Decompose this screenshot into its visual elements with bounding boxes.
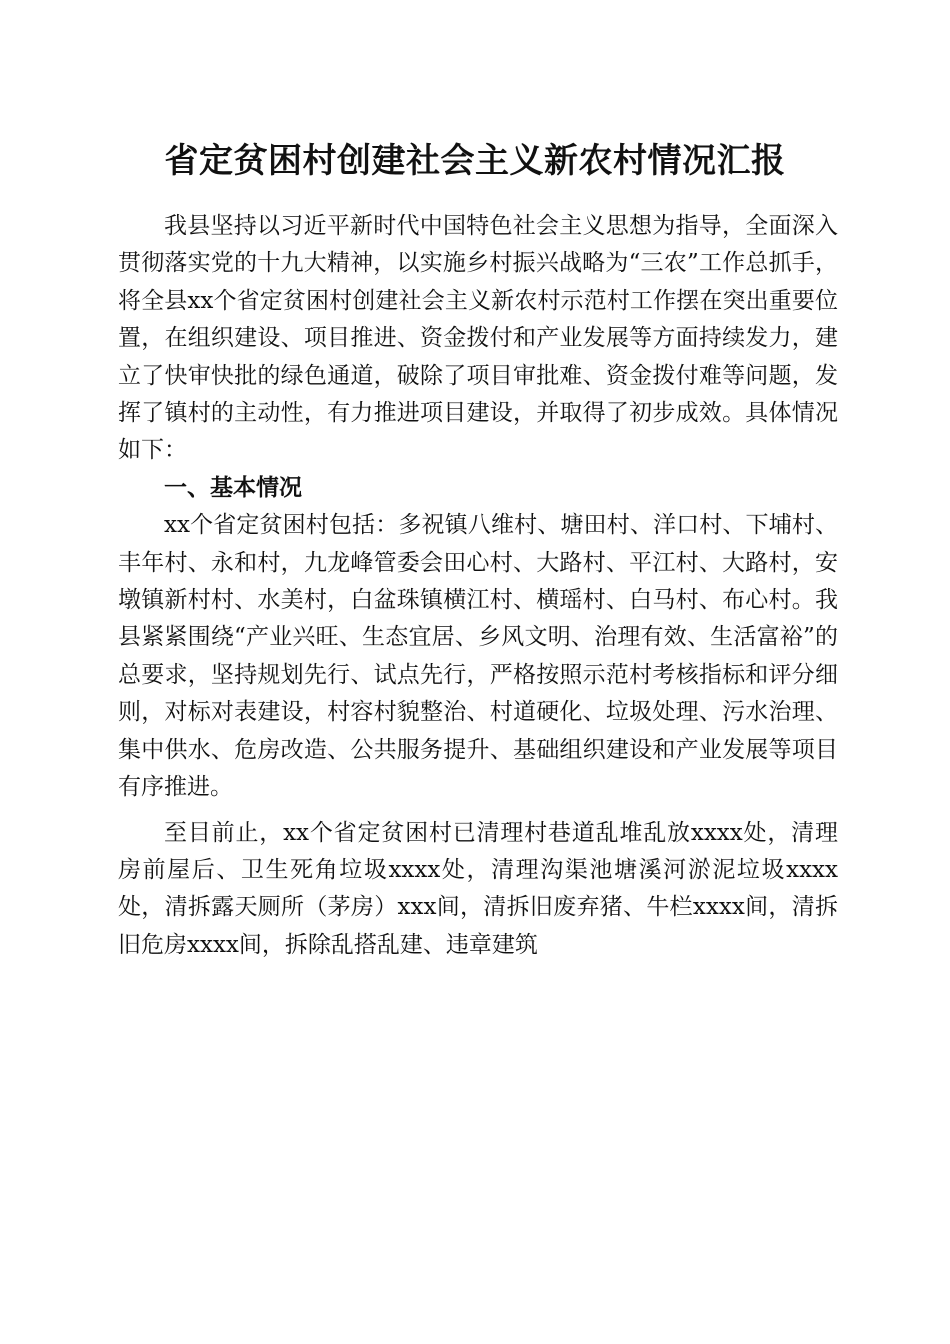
section-heading-basic-situation: 一、基本情况 <box>164 474 302 501</box>
document-body <box>118 208 838 964</box>
page-title: 省定贫困村创建社会主义新农村情况汇报 <box>164 141 786 181</box>
basic-situation-paragraph-1: xx个省定贫困村包括：多祝镇八维村、塘田村、洋口村、下埔村、丰年村、永和村，九龙峰管委会田心村、大路村、平江村、大路村，安墩镇新村村、水美村，白盆珠镇横江村、横瑶村、白马村、布心村。我县紧紧围绕“产业兴旺、生态宜居、乡风文明、治理有效、生活富裕”的总要求，坚持规划先行、试点先行，严格按照示范村考核指标和评分细则，对标对表建设，村容村貌整治、村道硬化、垃圾处理、污水治理、集中供水、危房改造、公共服务提升、基础组织建设和产业发展等项目有序推进。 <box>118 512 838 801</box>
basic-situation-paragraph-2: 至目前止，xx个省定贫困村已清理村巷道乱堆乱放xxxx处，清理房前屋后、卫生死角垃圾xxxx处，清理沟渠池塘溪河淤泥垃圾xxxx处，清拆露天厕所（茅房）xxx间，清拆旧废弃猪、牛栏xxxx间，清拆旧危房xxxx间，拆除乱搭乱建、违章建筑 <box>118 819 838 958</box>
intro-paragraph: 我县坚持以习近平新时代中国特色社会主义思想为指导，全面深入贯彻落实党的十九大精神，以实施乡村振兴战略为“三农”工作总抓手，将全县xx个省定贫困村创建社会主义新农村示范村工作摆在突出重要位置，在组织建设、项目推进、资金拨付和产业发展等方面持续发力，建立了快审快批的绿色通道，破除了项目审批难、资金拨付难等问题，发挥了镇村的主动性，有力推进项目建设，并取得了初步成效。具体情况如下： <box>118 213 838 464</box>
